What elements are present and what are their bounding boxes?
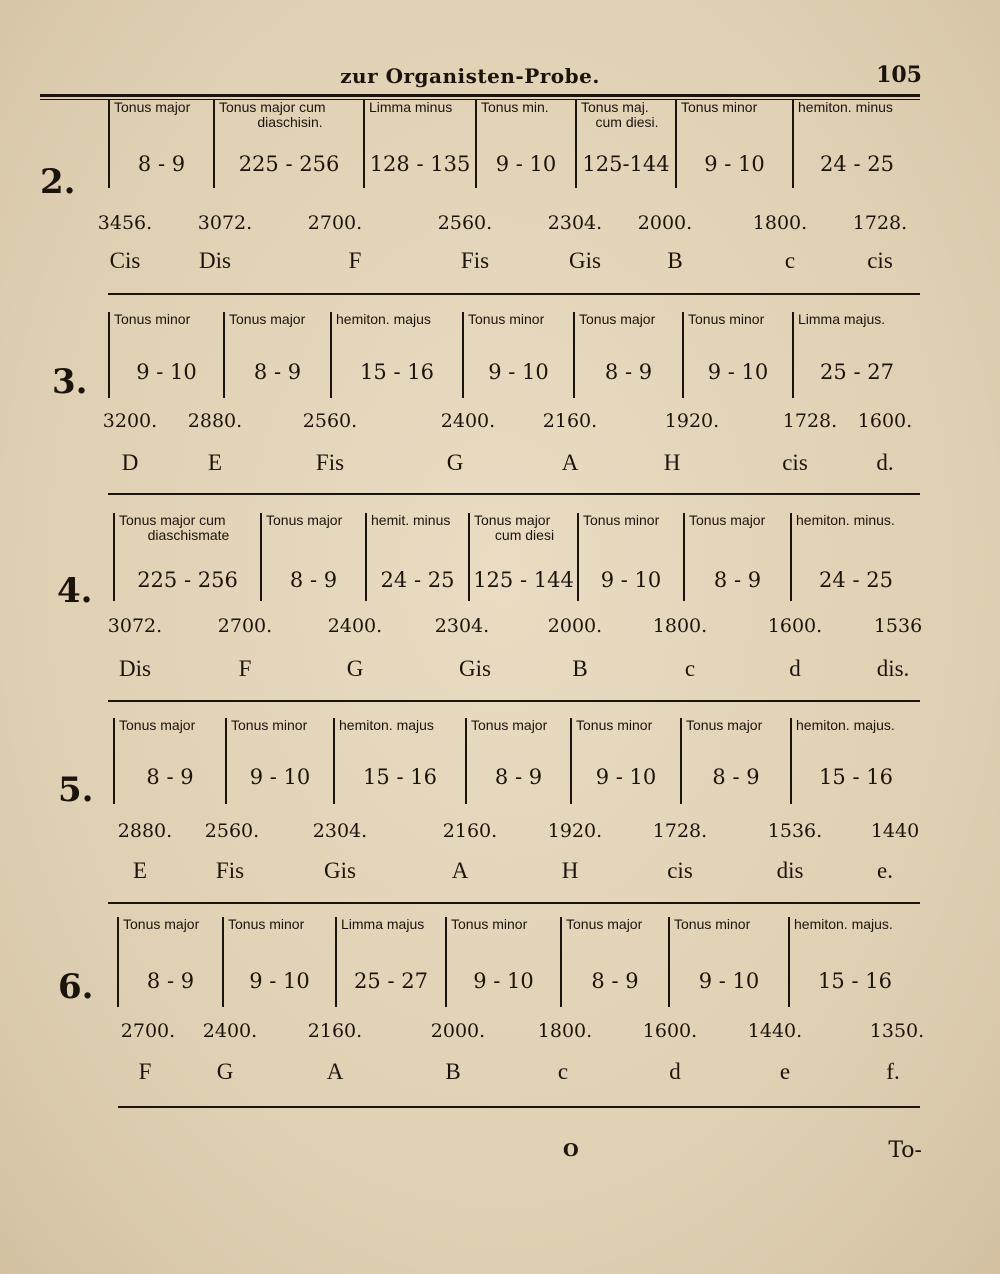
note-name: c: [684, 656, 696, 681]
interval-name-line1: Tonus min.: [481, 100, 549, 115]
interval-name-line1: Tonus minor: [468, 312, 545, 327]
interval-name-line1: Tonus major: [114, 100, 191, 115]
string-length: 1920.: [547, 820, 603, 842]
interval-name: [686, 718, 788, 733]
note-name: F: [348, 248, 362, 273]
string-length: 1800.: [652, 615, 708, 637]
note-name: dis.: [876, 656, 910, 681]
interval-cell: [792, 312, 920, 398]
note-name: cis: [867, 248, 893, 273]
interval-cell: [333, 718, 465, 804]
interval-ratio: 8 - 9: [591, 969, 639, 993]
note-name: cis: [667, 858, 693, 883]
interval-cell: [468, 513, 577, 601]
note-name: A: [561, 450, 579, 475]
note-name: A: [326, 1059, 344, 1084]
note-name: e.: [877, 858, 893, 883]
string-length: 2560.: [302, 410, 358, 432]
interval-name: [689, 513, 788, 528]
interval-name: [119, 513, 258, 543]
interval-ratio: 9 - 10: [473, 969, 534, 993]
note-name: cis: [782, 450, 808, 475]
note-name: Fis: [215, 858, 245, 883]
interval-ratio: 225 - 256: [137, 568, 238, 592]
scale-block: [0, 917, 1000, 1089]
interval-name-line1: Tonus maj.: [581, 100, 649, 115]
scale-number: 5.: [58, 770, 94, 810]
note-name: Dis: [199, 248, 231, 273]
interval-name: [474, 513, 575, 543]
string-length: 2560.: [437, 212, 493, 234]
note-name: e: [779, 1059, 791, 1084]
closing-rule: [118, 1106, 920, 1108]
interval-name: [123, 917, 220, 932]
note-name: Gis: [569, 248, 601, 273]
interval-name: [451, 917, 558, 932]
string-length: 2160.: [442, 820, 498, 842]
string-length: 2700.: [217, 615, 273, 637]
catchword: To-: [888, 1138, 922, 1163]
interval-name: [579, 312, 680, 327]
scale-block: [0, 718, 1000, 888]
interval-name-line1: Tonus minor: [583, 513, 660, 528]
note-name: Gis: [459, 656, 491, 681]
note-name: Fis: [315, 450, 345, 475]
interval-ratio: 9 - 10: [136, 360, 197, 384]
interval-ratio: 8 - 9: [137, 152, 186, 176]
interval-name: [796, 513, 918, 528]
scale-block: [0, 513, 1000, 686]
string-length: 1728.: [782, 410, 838, 432]
string-length: 2000.: [430, 1020, 486, 1042]
interval-name: [681, 100, 790, 115]
string-length: 1350.: [869, 1020, 925, 1042]
interval-ratio: 9 - 10: [495, 152, 557, 176]
string-length: 3072.: [197, 212, 253, 234]
interval-name-line1: Tonus major cum: [219, 100, 326, 115]
section-rule: [108, 493, 920, 495]
interval-ratio: 128 - 135: [369, 152, 471, 176]
interval-cell: [108, 100, 213, 188]
note-name: A: [451, 858, 469, 883]
interval-name-line1: Tonus minor: [451, 917, 528, 932]
interval-name: [794, 917, 918, 932]
interval-ratio: 9 - 10: [595, 765, 657, 789]
interval-name-line1: Tonus major: [119, 718, 196, 733]
string-length: 1440.: [747, 1020, 803, 1042]
note-name: H: [561, 858, 579, 883]
interval-name-line1: Tonus major: [686, 718, 763, 733]
string-length: 2560.: [204, 820, 260, 842]
interval-ratio: 8 - 9: [289, 568, 338, 592]
note-name: f.: [886, 1059, 900, 1084]
interval-name-line1: Limma minus: [369, 100, 453, 115]
interval-name-line1: Tonus minor: [231, 718, 308, 733]
interval-cell: [335, 917, 445, 1007]
interval-ratio: 9 - 10: [707, 360, 769, 384]
string-length: 2880.: [117, 820, 173, 842]
section-rule: [108, 700, 920, 702]
interval-name-line1: Tonus major: [123, 917, 200, 932]
string-length: 3456.: [97, 212, 153, 234]
interval-ratio: 9 - 10: [698, 969, 760, 993]
string-length: 2000.: [547, 615, 603, 637]
scale-block: [0, 100, 1000, 278]
note-name: B: [572, 656, 588, 681]
string-length: 1600.: [857, 410, 913, 432]
interval-name: [114, 312, 221, 327]
interval-ratio: 125-144: [582, 152, 670, 176]
note-name: Fis: [460, 248, 490, 273]
interval-cell: [330, 312, 462, 398]
note-name: E: [207, 450, 223, 475]
interval-name: [266, 513, 363, 528]
string-length: 2880.: [187, 410, 243, 432]
string-length: 2400.: [327, 615, 383, 637]
interval-name: [798, 100, 918, 115]
note-name: F: [138, 1059, 152, 1084]
interval-ratio: 15 - 16: [819, 765, 893, 789]
interval-name-line1: Tonus major: [689, 513, 766, 528]
interval-cell: [113, 718, 225, 804]
note-name: G: [346, 656, 364, 681]
note-name: B: [445, 1059, 461, 1084]
interval-name-line1: Tonus major: [579, 312, 656, 327]
interval-name-line1: hemit. minus: [371, 513, 451, 528]
string-length: 2160.: [542, 410, 598, 432]
interval-cell: [675, 100, 792, 188]
interval-name: [219, 100, 361, 130]
interval-cell: [113, 513, 260, 601]
interval-cell: [560, 917, 668, 1007]
interval-name: [471, 718, 568, 733]
note-name: d: [789, 656, 801, 681]
string-length: 1600.: [642, 1020, 698, 1042]
interval-ratio: 25 - 27: [354, 969, 428, 993]
interval-cell: [223, 312, 330, 398]
interval-cell: [788, 917, 920, 1007]
page-footer: [0, 1138, 1000, 1178]
interval-cell: [570, 718, 680, 804]
interval-cell: [213, 100, 363, 188]
interval-name-line1: hemiton. minus.: [796, 513, 895, 528]
note-name: c: [557, 1059, 569, 1084]
interval-name: [581, 100, 673, 130]
string-length: 3200.: [102, 410, 158, 432]
interval-ratio: 8 - 9: [494, 765, 543, 789]
interval-cell: [363, 100, 475, 188]
interval-name: [576, 718, 678, 733]
interval-ratio: 9 - 10: [249, 969, 310, 993]
interval-ratio: 15 - 16: [363, 765, 437, 789]
string-length: 3072.: [107, 615, 163, 637]
note-name: F: [238, 656, 252, 681]
note-name: E: [132, 858, 148, 883]
interval-name-line1: Tonus minor: [688, 312, 765, 327]
note-name: Gis: [324, 858, 356, 883]
interval-ratio: 24 - 25: [819, 568, 893, 592]
string-length: 1920.: [664, 410, 720, 432]
string-length: 2304.: [312, 820, 368, 842]
interval-cell: [575, 100, 675, 188]
interval-name: [119, 718, 223, 733]
interval-name-line2: cum diesi.: [595, 114, 659, 130]
note-name: d: [669, 1059, 681, 1084]
interval-name-line2: diaschisin.: [257, 114, 323, 130]
interval-ratio: 8 - 9: [146, 969, 195, 993]
interval-name: [583, 513, 681, 528]
interval-name-line1: Tonus minor: [228, 917, 305, 932]
interval-ratio: 125 - 144: [473, 568, 574, 592]
interval-ratio: 225 - 256: [238, 152, 340, 176]
interval-cell: [445, 917, 560, 1007]
interval-name-line1: Tonus minor: [674, 917, 751, 932]
string-length: 1728.: [652, 820, 708, 842]
interval-name: [468, 312, 571, 327]
interval-cell: [117, 917, 222, 1007]
interval-name-line2: cum diesi: [494, 527, 555, 543]
string-length: 2160.: [307, 1020, 363, 1042]
note-name: Cis: [109, 248, 141, 273]
interval-cell: [222, 917, 335, 1007]
interval-name-line1: Tonus major: [471, 718, 548, 733]
interval-cell: [108, 312, 223, 398]
interval-cell: [668, 917, 788, 1007]
note-name: c: [784, 248, 796, 273]
note-name: H: [663, 450, 681, 475]
string-length: 2400.: [440, 410, 496, 432]
interval-name-line2: diaschismate: [147, 527, 230, 543]
interval-name: [339, 718, 463, 733]
interval-name-line1: Tonus major: [474, 513, 551, 528]
interval-ratio: 24 - 25: [380, 568, 455, 592]
interval-ratio: 15 - 16: [360, 360, 434, 384]
note-name: Dis: [119, 656, 151, 681]
interval-cell: [577, 513, 683, 601]
interval-cell: [680, 718, 790, 804]
page-number: 105: [876, 62, 922, 88]
interval-ratio: 9 - 10: [704, 152, 765, 176]
running-head: [0, 62, 1000, 92]
interval-name: [231, 718, 331, 733]
interval-name: [229, 312, 328, 327]
interval-ratio: 8 - 9: [712, 765, 760, 789]
string-length: 1440: [870, 820, 920, 842]
note-name: dis: [776, 858, 804, 883]
string-length: 2000.: [637, 212, 693, 234]
interval-ratio: 8 - 9: [713, 568, 762, 592]
interval-name: [566, 917, 666, 932]
interval-name-line1: Tonus minor: [114, 312, 191, 327]
interval-name: [341, 917, 443, 932]
interval-cell: [790, 718, 920, 804]
string-length: 2700.: [307, 212, 363, 234]
string-length: 1800.: [537, 1020, 593, 1042]
interval-name-line1: Tonus major cum: [119, 513, 226, 528]
note-name: G: [216, 1059, 234, 1084]
string-length: 1800.: [752, 212, 808, 234]
string-length: 2304.: [547, 212, 603, 234]
interval-cell: [475, 100, 575, 188]
string-length: 1600.: [767, 615, 823, 637]
interval-cell: [682, 312, 792, 398]
interval-name: [798, 312, 918, 327]
section-rule: [108, 293, 920, 295]
interval-ratio: 24 - 25: [820, 152, 894, 176]
scale-number: 2.: [40, 162, 76, 202]
interval-name-line1: hemiton. minus: [798, 100, 893, 115]
interval-name-line1: hemiton. majus.: [796, 718, 895, 733]
interval-name: [688, 312, 790, 327]
string-length: 2304.: [434, 615, 490, 637]
interval-ratio: 8 - 9: [253, 360, 302, 384]
interval-ratio: 8 - 9: [604, 360, 653, 384]
interval-cell: [462, 312, 573, 398]
note-name: G: [446, 450, 464, 475]
interval-name: [371, 513, 466, 528]
string-length: 2700.: [120, 1020, 176, 1042]
interval-name-line1: Tonus major: [266, 513, 343, 528]
interval-name: [114, 100, 211, 115]
interval-ratio: 9 - 10: [249, 765, 311, 789]
interval-ratio: 9 - 10: [600, 568, 662, 592]
interval-ratio: 9 - 10: [488, 360, 549, 384]
string-length: 1536.: [767, 820, 823, 842]
interval-name: [336, 312, 460, 327]
interval-cell: [225, 718, 333, 804]
interval-ratio: 15 - 16: [818, 969, 892, 993]
interval-name-line1: hemiton. majus.: [794, 917, 893, 932]
interval-name-line1: Limma majus: [341, 917, 425, 932]
string-length: 2400.: [202, 1020, 258, 1042]
interval-cell: [365, 513, 468, 601]
interval-name: [369, 100, 473, 115]
interval-name-line1: hemiton. majus: [336, 312, 431, 327]
interval-name-line1: Tonus major: [229, 312, 306, 327]
string-length: 1536: [873, 615, 923, 637]
note-name: B: [667, 248, 683, 273]
interval-name: [796, 718, 918, 733]
interval-name: [481, 100, 573, 115]
interval-ratio: 8 - 9: [146, 765, 194, 789]
interval-cell: [465, 718, 570, 804]
running-title: zur Organisten-Probe.: [340, 64, 600, 88]
interval-cell: [573, 312, 682, 398]
signature-mark: O: [563, 1140, 579, 1161]
interval-cell: [790, 513, 920, 601]
note-name: d.: [876, 450, 894, 475]
interval-name: [228, 917, 333, 932]
scale-number: 6.: [58, 967, 94, 1007]
interval-name-line1: hemiton. majus: [339, 718, 434, 733]
interval-cell: [683, 513, 790, 601]
interval-ratio: 25 - 27: [820, 360, 894, 384]
interval-cell: [792, 100, 920, 188]
interval-name-line1: Limma majus.: [798, 312, 886, 327]
note-name: D: [121, 450, 139, 475]
scale-number: 4.: [57, 571, 93, 611]
string-length: 1728.: [852, 212, 908, 234]
section-rule: [108, 902, 920, 904]
interval-name-line1: Tonus minor: [681, 100, 758, 115]
interval-name-line1: Tonus minor: [576, 718, 653, 733]
interval-name-line1: Tonus major: [566, 917, 643, 932]
interval-name: [674, 917, 786, 932]
scale-number: 3.: [52, 362, 88, 402]
scale-block: [0, 312, 1000, 480]
interval-cell: [260, 513, 365, 601]
